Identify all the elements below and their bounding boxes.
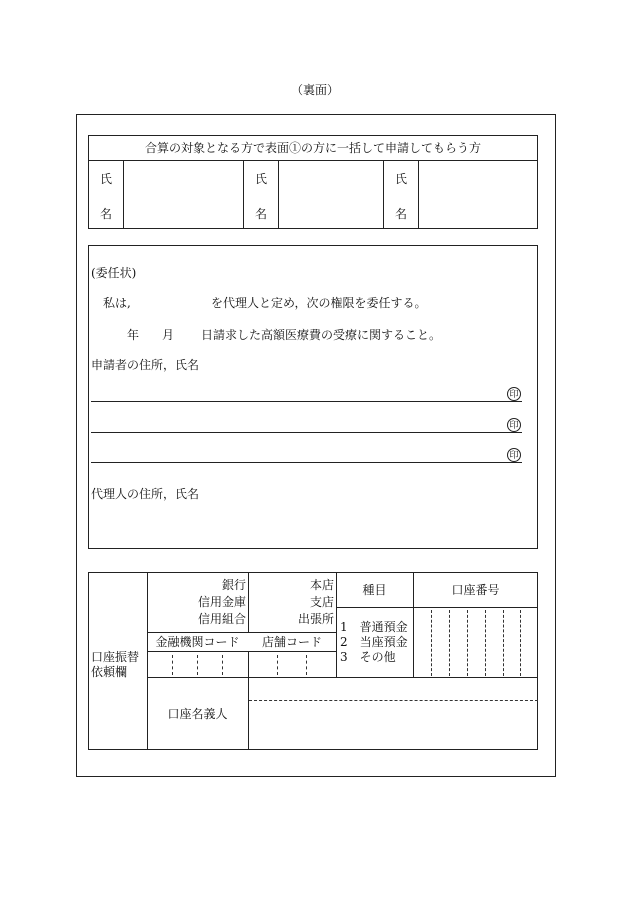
applicant-field-3[interactable] xyxy=(91,440,501,460)
name-label-top-2: 氏 xyxy=(255,172,268,186)
account-type-ordinary[interactable]: 1 普通預金 xyxy=(340,620,408,634)
agent-address-field[interactable] xyxy=(91,506,531,542)
day-text: 日請求した高額医療費の受療に関すること。 xyxy=(201,328,442,342)
name-label-bottom-1: 名 xyxy=(100,207,113,221)
bank-type-kumiai: 信用組合 xyxy=(197,612,246,626)
seal-icon: 印 xyxy=(507,448,521,462)
applicant-field-2[interactable] xyxy=(91,410,501,430)
combined-header: 合算の対象となる方で表面①の方に一括して申請してもらう方 xyxy=(144,141,481,155)
name-label-top-3: 氏 xyxy=(395,172,408,186)
digit-divider xyxy=(467,610,468,676)
account-type-other[interactable]: 3 その他 xyxy=(340,650,396,664)
applicant-line-1 xyxy=(91,401,522,402)
day-field[interactable] xyxy=(176,324,198,344)
name-label-bottom-2: 名 xyxy=(255,207,268,221)
year-field[interactable] xyxy=(100,324,124,344)
account-type-checking[interactable]: 2 当座預金 xyxy=(340,635,408,649)
agent-label: 代理人の住所，氏名 xyxy=(91,487,200,501)
page-label: （裏面） xyxy=(290,83,339,97)
name-field-3[interactable] xyxy=(419,161,537,228)
digit-divider xyxy=(431,610,432,676)
proxy-line1-prefix: 私は, xyxy=(103,296,131,310)
col-divider xyxy=(243,160,244,229)
month-label: 月 xyxy=(162,328,175,342)
branch-type-branch: 支店 xyxy=(309,595,334,609)
account-type-header: 種目 xyxy=(362,583,387,597)
agent-name-field[interactable] xyxy=(140,292,206,312)
institution-code-header: 金融機関コード xyxy=(155,635,240,649)
proxy-title: (委任状) xyxy=(91,266,137,280)
col-divider xyxy=(383,160,384,229)
branch-code-field[interactable] xyxy=(249,652,335,676)
branch-type-main: 本店 xyxy=(309,578,334,592)
seal-icon: 印 xyxy=(507,387,521,401)
branch-type-office: 出張所 xyxy=(297,612,334,626)
bank-name-divider xyxy=(147,632,336,633)
digit-divider xyxy=(306,655,307,675)
name-label-top-1: 氏 xyxy=(100,172,113,186)
account-number-field[interactable] xyxy=(414,608,537,676)
digit-divider xyxy=(197,655,198,675)
account-number-header: 口座番号 xyxy=(451,583,500,597)
applicant-line-2 xyxy=(91,432,522,433)
digit-divider xyxy=(485,610,486,676)
digit-divider xyxy=(172,655,173,675)
year-label: 年 xyxy=(127,328,140,342)
digit-divider xyxy=(222,655,223,675)
applicant-field-1[interactable] xyxy=(91,380,501,400)
bank-name-field[interactable] xyxy=(150,576,190,630)
digit-divider xyxy=(520,610,521,676)
account-holder-label: 口座名義人 xyxy=(167,707,228,721)
bank-type-shinkin: 信用金庫 xyxy=(197,595,246,609)
bank-branch-divider xyxy=(248,572,249,632)
name-field-2[interactable] xyxy=(279,161,382,228)
holder-kana-divider xyxy=(249,700,538,701)
bank-section-label-1: 口座振替 xyxy=(91,650,140,664)
applicant-line-3 xyxy=(91,462,522,463)
bank-type-bank: 銀行 xyxy=(221,578,246,592)
name-label-bottom-3: 名 xyxy=(395,207,408,221)
month-field[interactable] xyxy=(140,324,160,344)
proxy-line1-suffix: を代理人と定め，次の権限を委任する。 xyxy=(211,296,427,310)
bank-section-label-2: 依頼欄 xyxy=(91,665,128,679)
applicant-label: 申請者の住所，氏名 xyxy=(91,358,200,372)
branch-code-header: 店舗コード xyxy=(261,635,322,649)
account-holder-kana-field[interactable] xyxy=(249,678,537,699)
digit-divider xyxy=(449,610,450,676)
digit-divider xyxy=(277,655,278,675)
seal-icon: 印 xyxy=(507,418,521,432)
account-holder-field[interactable] xyxy=(249,702,537,749)
name-field-1[interactable] xyxy=(124,161,242,228)
digit-divider xyxy=(503,610,504,676)
